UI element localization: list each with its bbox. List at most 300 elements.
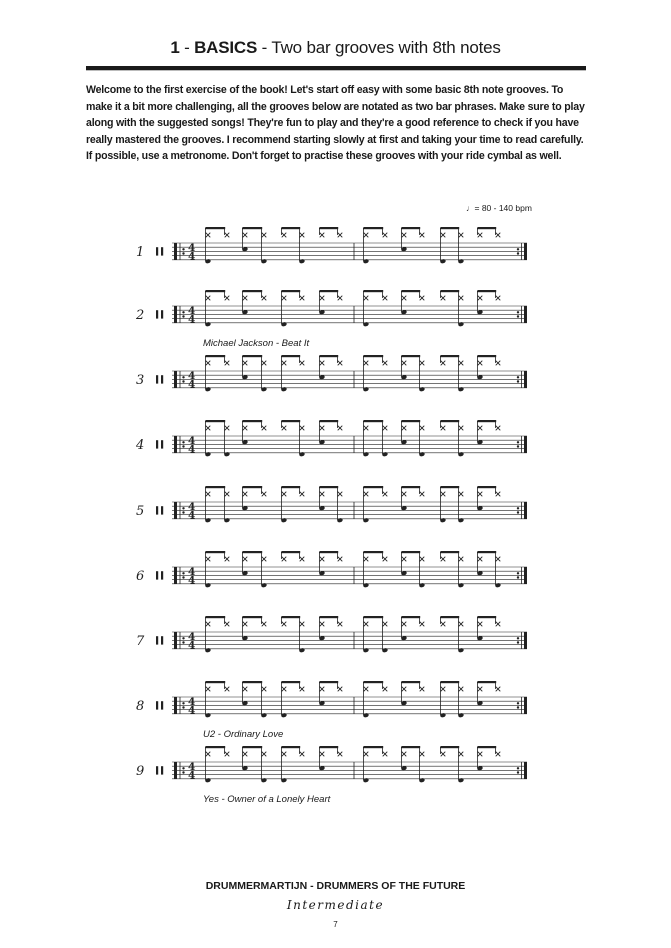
hihat-note	[338, 233, 343, 238]
hihat-note	[225, 296, 230, 301]
note-beam	[205, 746, 225, 748]
repeat-dot	[517, 771, 519, 773]
groove-number: 5	[136, 504, 145, 519]
repeat-dot	[517, 511, 519, 513]
note-beam	[281, 616, 300, 618]
note-beam	[401, 616, 420, 618]
groove-row-7	[136, 616, 527, 653]
hihat-note	[206, 426, 211, 431]
note-beam	[242, 551, 262, 553]
hihat-note	[420, 752, 425, 757]
hihat-note	[243, 752, 248, 757]
hihat-note	[478, 426, 483, 431]
groove-number: 3	[136, 373, 145, 388]
percussion-clef-bar	[156, 701, 158, 709]
hihat-note	[364, 622, 369, 627]
note-beam	[477, 290, 496, 292]
groove-row-9	[136, 746, 527, 783]
hihat-note	[320, 752, 325, 757]
hihat-note	[383, 752, 388, 757]
note-beam	[242, 486, 262, 488]
hihat-note	[459, 752, 464, 757]
hihat-note	[243, 492, 248, 497]
repeat-dot	[517, 702, 519, 704]
hihat-note	[300, 752, 305, 757]
percussion-clef-bar	[156, 310, 158, 318]
hihat-note	[420, 361, 425, 366]
repeat-dot	[517, 376, 519, 378]
note-beam	[281, 681, 300, 683]
hihat-note	[320, 233, 325, 238]
hihat-note	[243, 296, 248, 301]
hihat-note	[478, 361, 483, 366]
repeat-start-thick	[174, 436, 177, 453]
footer-brand: DRUMMERMARTIJN - DRUMMERS OF THE FUTURE	[205, 880, 466, 892]
hihat-note	[282, 687, 287, 692]
hihat-note	[338, 426, 343, 431]
hihat-note	[364, 361, 369, 366]
percussion-clef-bar	[161, 636, 163, 644]
repeat-dot	[517, 252, 519, 254]
hihat-note	[364, 233, 369, 238]
note-beam	[401, 227, 420, 229]
hihat-note	[225, 426, 230, 431]
hihat-note	[225, 361, 230, 366]
hihat-note	[262, 426, 267, 431]
repeat-dot	[182, 637, 184, 639]
hihat-note	[338, 687, 343, 692]
note-beam	[319, 420, 338, 422]
groove-row-1	[136, 227, 527, 264]
intro-text: Welcome to the first exercise of the book! Let's start off easy with some basic 8th note grooves. To make it a bit more challenging, all the grooves below are notated as two bar phrases. Make sure to play along with the suggested songs! They're fun to play and they're a good reference to check if you have really mastered the grooves. I recommend starting slowly at first and taking your time to read carefully. If possible, use a metronome. Don't forget to practise these grooves with your ride cymbal as well.	[86, 84, 585, 162]
time-signature-bottom: 4	[188, 250, 196, 263]
repeat-start-thick	[174, 243, 177, 260]
hihat-note	[282, 622, 287, 627]
repeat-dot	[517, 315, 519, 317]
hihat-note	[478, 557, 483, 562]
hihat-note	[420, 296, 425, 301]
time-signature-top: 4	[188, 501, 196, 513]
repeat-end-thick	[524, 762, 527, 779]
time-signature-bottom: 4	[188, 313, 196, 326]
hihat-note	[459, 687, 464, 692]
note-beam	[205, 486, 225, 488]
note-beam	[477, 486, 496, 488]
note-beam	[205, 616, 225, 618]
note-beam	[477, 355, 496, 357]
hihat-note	[262, 361, 267, 366]
hihat-note	[243, 426, 248, 431]
note-beam	[477, 551, 496, 553]
hihat-note	[243, 361, 248, 366]
hihat-note	[364, 296, 369, 301]
hihat-note	[441, 233, 446, 238]
hihat-note	[402, 361, 407, 366]
hihat-note	[364, 492, 369, 497]
repeat-dot	[182, 441, 184, 443]
hihat-note	[496, 557, 501, 562]
note-beam	[319, 486, 338, 488]
note-beam	[319, 746, 338, 748]
hihat-note	[496, 492, 501, 497]
repeat-dot	[182, 572, 184, 574]
note-beam	[319, 681, 338, 683]
hihat-note	[478, 622, 483, 627]
hihat-note	[206, 622, 211, 627]
repeat-start-thick	[174, 371, 177, 388]
note-beam	[363, 616, 383, 618]
note-beam	[242, 616, 262, 618]
time-signature-bottom: 4	[188, 378, 196, 391]
repeat-dot	[182, 767, 184, 769]
hihat-note	[320, 557, 325, 562]
repeat-dot	[182, 315, 184, 317]
hihat-note	[206, 361, 211, 366]
repeat-dot	[182, 706, 184, 708]
percussion-clef-bar	[156, 440, 158, 448]
repeat-dot	[182, 252, 184, 254]
note-beam	[242, 290, 262, 292]
hihat-note	[459, 296, 464, 301]
exercise-subtitle: - Two bar grooves with 8th notes	[257, 38, 501, 57]
note-beam	[401, 355, 420, 357]
hihat-note	[441, 492, 446, 497]
time-signature-top: 4	[188, 242, 196, 254]
note-beam	[363, 746, 383, 748]
note-beam	[363, 681, 383, 683]
hihat-note	[420, 233, 425, 238]
time-signature-top: 4	[188, 566, 196, 578]
hihat-note	[459, 622, 464, 627]
hihat-note	[262, 687, 267, 692]
note-beam	[363, 355, 383, 357]
hihat-note	[320, 622, 325, 627]
hihat-note	[420, 492, 425, 497]
note-beam	[205, 551, 225, 553]
note-beam	[440, 420, 459, 422]
repeat-end-thick	[524, 436, 527, 453]
repeat-end-thick	[524, 502, 527, 519]
hihat-note	[300, 687, 305, 692]
hihat-note	[282, 557, 287, 562]
hihat-note	[364, 752, 369, 757]
note-beam	[242, 227, 262, 229]
hihat-note	[262, 622, 267, 627]
hihat-note	[383, 361, 388, 366]
note-beam	[319, 355, 338, 357]
percussion-clef-bar	[161, 247, 163, 255]
groove-row-6	[136, 551, 527, 588]
exercise-heading: BASICS	[194, 38, 258, 57]
hihat-note	[206, 233, 211, 238]
hihat-note	[383, 687, 388, 692]
time-signature-bottom: 4	[188, 704, 196, 717]
hihat-note	[206, 752, 211, 757]
repeat-dot	[182, 380, 184, 382]
time-signature-top: 4	[188, 370, 196, 382]
hihat-note	[300, 296, 305, 301]
percussion-clef-bar	[156, 571, 158, 579]
repeat-dot	[182, 311, 184, 313]
hihat-note	[496, 426, 501, 431]
repeat-end-thick	[524, 306, 527, 323]
repeat-start-thick	[174, 697, 177, 714]
hihat-note	[441, 752, 446, 757]
time-signature-bottom: 4	[188, 574, 196, 587]
repeat-dot	[182, 248, 184, 250]
note-beam	[401, 290, 420, 292]
time-signature-top: 4	[188, 631, 196, 643]
hihat-note	[338, 296, 343, 301]
hihat-note	[496, 233, 501, 238]
repeat-dot	[182, 511, 184, 513]
repeat-start-thick	[174, 567, 177, 584]
percussion-clef-bar	[156, 766, 158, 774]
repeat-dot	[517, 767, 519, 769]
hihat-note	[441, 426, 446, 431]
hihat-note	[478, 296, 483, 301]
note-beam	[281, 746, 300, 748]
hihat-note	[402, 557, 407, 562]
note-beam	[363, 551, 383, 553]
hihat-note	[496, 296, 501, 301]
repeat-end-thick	[524, 632, 527, 649]
note-beam	[205, 355, 225, 357]
groove-row-8	[136, 681, 527, 718]
hihat-note	[441, 557, 446, 562]
hihat-note	[364, 687, 369, 692]
hihat-note	[338, 361, 343, 366]
note-beam	[477, 227, 496, 229]
hihat-note	[383, 296, 388, 301]
note-beam	[477, 746, 496, 748]
note-beam	[281, 486, 300, 488]
note-beam	[205, 420, 225, 422]
footer-level: Intermediate	[286, 898, 385, 912]
repeat-dot	[517, 576, 519, 578]
hihat-note	[402, 752, 407, 757]
page-number: 7	[333, 920, 338, 929]
repeat-dot	[517, 380, 519, 382]
hihat-note	[420, 426, 425, 431]
note-beam	[242, 355, 262, 357]
note-beam	[363, 486, 383, 488]
hihat-note	[262, 296, 267, 301]
tempo-marking: ♩= 80 - 140 bpm	[466, 203, 532, 213]
repeat-dot	[517, 445, 519, 447]
hihat-note	[225, 557, 230, 562]
hihat-note	[225, 687, 230, 692]
time-signature-bottom: 4	[188, 639, 196, 652]
hihat-note	[496, 687, 501, 692]
hihat-note	[225, 752, 230, 757]
hihat-note	[300, 361, 305, 366]
time-signature-bottom: 4	[188, 509, 196, 522]
note-beam	[440, 290, 459, 292]
note-beam	[319, 290, 338, 292]
hihat-note	[459, 233, 464, 238]
hihat-note	[282, 492, 287, 497]
hihat-note	[262, 492, 267, 497]
percussion-clef-bar	[156, 375, 158, 383]
percussion-clef-bar	[156, 506, 158, 514]
hihat-note	[282, 426, 287, 431]
repeat-end-thick	[524, 567, 527, 584]
hihat-note	[225, 233, 230, 238]
note-beam	[205, 681, 225, 683]
groove-row-4	[135, 420, 527, 457]
hihat-note	[338, 492, 343, 497]
hihat-note	[338, 622, 343, 627]
repeat-dot	[517, 248, 519, 250]
note-beam	[401, 420, 420, 422]
repeat-dot	[182, 576, 184, 578]
note-beam	[401, 551, 420, 553]
percussion-clef-bar	[161, 375, 163, 383]
hihat-note	[441, 687, 446, 692]
hihat-note	[441, 296, 446, 301]
repeat-start-thick	[174, 762, 177, 779]
repeat-start-thick	[174, 632, 177, 649]
time-signature-top: 4	[188, 305, 196, 317]
repeat-dot	[517, 507, 519, 509]
hihat-note	[320, 361, 325, 366]
repeat-end-thick	[524, 697, 527, 714]
hihat-note	[206, 296, 211, 301]
repeat-dot	[517, 311, 519, 313]
hihat-note	[383, 622, 388, 627]
note-beam	[281, 290, 300, 292]
repeat-dot	[182, 445, 184, 447]
note-beam	[440, 616, 459, 618]
hihat-note	[300, 233, 305, 238]
hihat-note	[459, 426, 464, 431]
hihat-note	[383, 492, 388, 497]
hihat-note	[383, 557, 388, 562]
groove-number: 8	[136, 699, 145, 714]
hihat-note	[243, 622, 248, 627]
groove-number: 9	[136, 764, 145, 779]
note-beam	[440, 681, 459, 683]
percussion-clef-bar	[161, 310, 163, 318]
repeat-dot	[182, 376, 184, 378]
note-beam	[477, 681, 496, 683]
hihat-note	[282, 233, 287, 238]
time-signature-top: 4	[188, 696, 196, 708]
note-beam	[401, 486, 420, 488]
repeat-start-thick	[174, 306, 177, 323]
note-beam	[440, 551, 459, 553]
hihat-note	[320, 492, 325, 497]
hihat-note	[459, 557, 464, 562]
hihat-note	[243, 557, 248, 562]
hihat-note	[402, 426, 407, 431]
groove-number: 1	[136, 245, 145, 260]
percussion-clef-bar	[156, 636, 158, 644]
repeat-dot	[517, 641, 519, 643]
repeat-dot	[182, 771, 184, 773]
note-beam	[242, 420, 262, 422]
percussion-clef-bar	[156, 247, 158, 255]
note-beam	[401, 681, 420, 683]
time-signature-top: 4	[188, 435, 196, 447]
note-beam	[477, 420, 496, 422]
repeat-dot	[517, 572, 519, 574]
repeat-dot	[182, 702, 184, 704]
groove-row-2	[135, 290, 527, 327]
note-beam	[242, 746, 262, 748]
groove-number: 6	[136, 569, 145, 584]
hihat-note	[300, 622, 305, 627]
repeat-dot	[182, 641, 184, 643]
note-beam	[363, 420, 383, 422]
suggested-song: U2 - Ordinary Love	[203, 728, 284, 740]
hihat-note	[478, 233, 483, 238]
repeat-end-thick	[524, 243, 527, 260]
note-beam	[440, 486, 459, 488]
hihat-note	[225, 492, 230, 497]
hihat-note	[402, 687, 407, 692]
percussion-clef-bar	[161, 766, 163, 774]
hihat-note	[420, 557, 425, 562]
hihat-note	[383, 426, 388, 431]
hihat-note	[496, 752, 501, 757]
repeat-dot	[517, 637, 519, 639]
hihat-note	[420, 687, 425, 692]
note-beam	[477, 616, 496, 618]
hihat-note	[402, 492, 407, 497]
note-beam	[363, 290, 383, 292]
note-beam	[319, 551, 338, 553]
hihat-note	[320, 426, 325, 431]
suggested-song: Yes - Owner of a Lonely Heart	[203, 793, 331, 805]
hihat-note	[441, 361, 446, 366]
repeat-end-thick	[524, 371, 527, 388]
hihat-note	[364, 557, 369, 562]
hihat-note	[225, 622, 230, 627]
hihat-note	[338, 752, 343, 757]
repeat-dot	[517, 706, 519, 708]
title-separator: -	[179, 38, 195, 57]
hihat-note	[262, 557, 267, 562]
hihat-note	[300, 426, 305, 431]
note-beam	[440, 227, 459, 229]
hihat-note	[496, 622, 501, 627]
repeat-dot	[517, 441, 519, 443]
hihat-note	[206, 687, 211, 692]
note-beam	[205, 290, 225, 292]
groove-row-3	[136, 355, 527, 392]
hihat-note	[300, 492, 305, 497]
groove-number: 2	[136, 308, 145, 323]
hihat-note	[383, 233, 388, 238]
groove-row-5	[136, 486, 527, 523]
note-beam	[401, 746, 420, 748]
hihat-note	[478, 687, 483, 692]
hihat-note	[206, 557, 211, 562]
hihat-note	[262, 752, 267, 757]
note-beam	[319, 227, 338, 229]
percussion-clef-bar	[161, 440, 163, 448]
hihat-note	[496, 361, 501, 366]
note-beam	[281, 355, 300, 357]
groove-number: 4	[136, 438, 145, 453]
hihat-note	[320, 687, 325, 692]
hihat-note	[243, 233, 248, 238]
hihat-note	[338, 557, 343, 562]
groove-number: 7	[136, 634, 145, 649]
repeat-start-thick	[174, 502, 177, 519]
